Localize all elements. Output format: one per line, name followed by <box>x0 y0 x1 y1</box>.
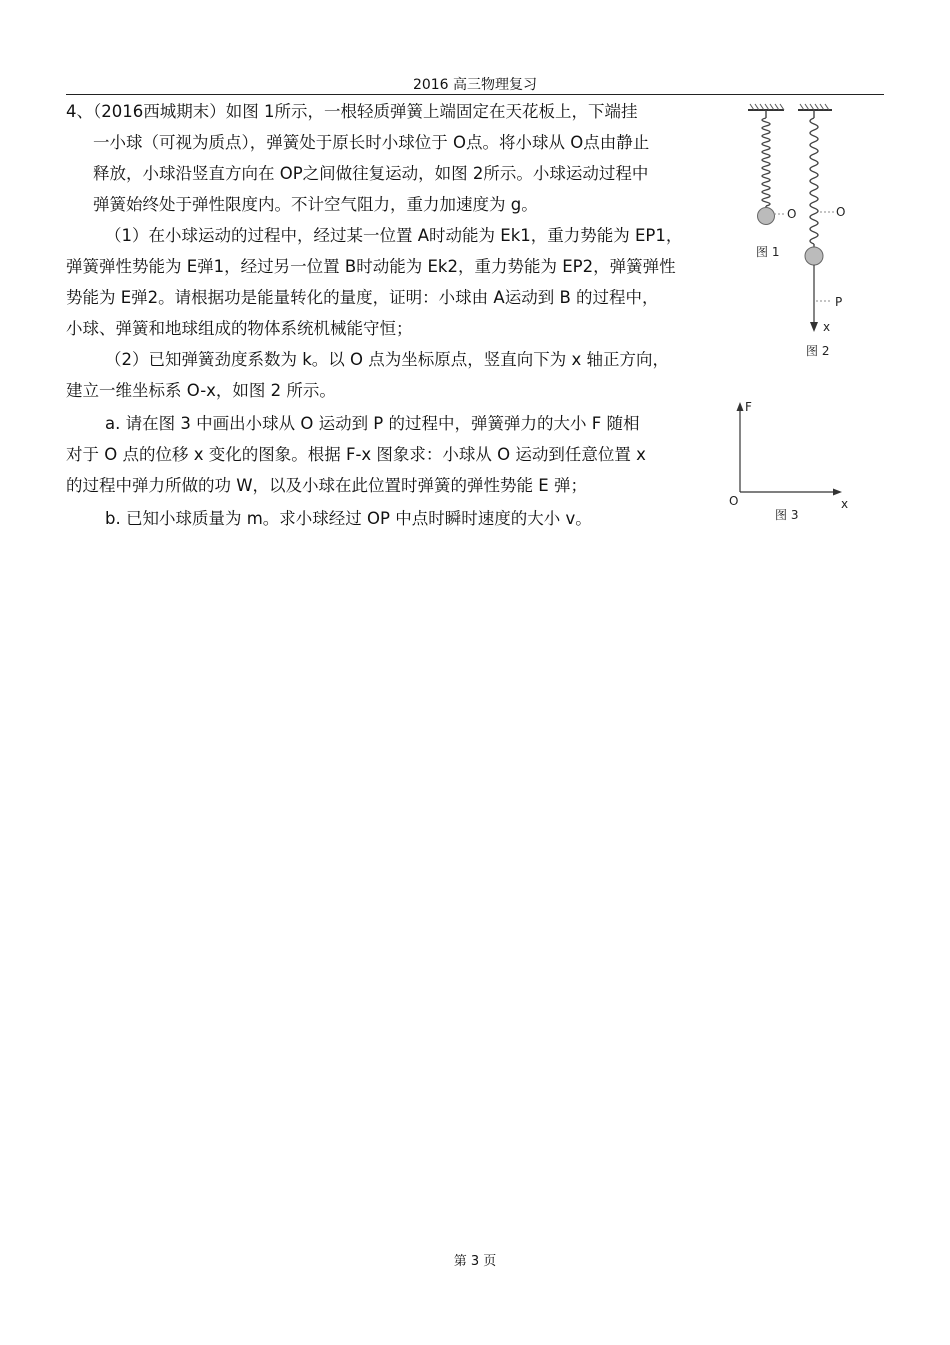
page-header: 2016 高三物理复习 <box>412 77 538 93</box>
problem-line-10: 建立一维坐标系 O-x，如图 2 所示。 <box>66 381 336 400</box>
fig2-ceiling <box>798 104 832 110</box>
problem-line-8: 小球、弹簧和地球组成的物体系统机械能守恒； <box>66 319 413 338</box>
page-footer: 第 3 页 <box>453 1254 497 1269</box>
problem-line-11: a. 请在图 3 中画出小球从 O 运动到 P 的过程中，弹簧弹力的大小 F 随相 <box>105 414 640 433</box>
fig1-ceiling <box>748 104 784 110</box>
header-rule <box>66 94 884 95</box>
fig2-point-p: P <box>835 295 843 309</box>
problem-line-2: 一小球（可视为质点），弹簧处于原长时小球位于 O点。将小球从 O点由静止 <box>93 133 650 152</box>
fig2-point-o: O <box>836 205 846 219</box>
fig3-label-o: O <box>729 494 739 508</box>
problem-line-3: 释放，小球沿竖直方向在 OP之间做往复运动，如图 2所示。小球运动过程中 <box>93 164 649 183</box>
problem-line-13: 的过程中弹力所做的功 W，以及小球在此位置时弹簧的弹性势能 E 弹； <box>66 476 587 495</box>
fig3-f-arrow <box>737 402 744 411</box>
fig1-caption: 图 1 <box>756 245 780 259</box>
problem-line-4: 弹簧始终处于弹性限度内。不计空气阻力，重力加速度为 g。 <box>93 195 538 214</box>
problem-line-14: b. 已知小球质量为 m。求小球经过 OP 中点时瞬时速度的大小 v。 <box>105 509 592 528</box>
fig3-label-f: F <box>745 400 752 414</box>
problem-line-6: 弹簧弹性势能为 E弹1，经过另一位置 B时动能为 Ek2，重力势能为 EP2，弹簧弹性 <box>66 257 676 276</box>
spring-figures <box>740 100 870 370</box>
problem-line-9: （2）已知弹簧劲度系数为 k。以 O 点为坐标原点，竖直向下为 x 轴正方向， <box>105 350 670 369</box>
fig3-x-arrow <box>833 489 842 496</box>
problem-line-5: （1）在小球运动的过程中，经过某一位置 A时动能为 Ek1，重力势能为 EP1， <box>105 226 683 245</box>
fig2-axis-x: x <box>823 320 831 334</box>
fig2-ball <box>805 247 823 265</box>
fig2-x-arrow <box>810 322 818 332</box>
problem-line-7: 势能为 E弹2。请根据功是能量转化的量度，证明：小球由 A运动到 B 的过程中， <box>66 288 659 307</box>
fig3-axes <box>725 398 855 523</box>
problem-line-12: 对于 O 点的位移 x 变化的图象。根据 F-x 图象求：小球从 O 运动到任意位置 x <box>66 445 646 464</box>
fig2-caption: 图 2 <box>806 344 830 358</box>
fig1-point-o: O <box>787 207 797 221</box>
problem-line-1: 4、（2016西城期末）如图 1所示，一根轻质弹簧上端固定在天花板上，下端挂 <box>66 102 638 121</box>
fig1-ball <box>758 208 775 225</box>
fig1-spring <box>762 110 770 208</box>
fig2-spring <box>810 110 818 247</box>
fig3-label-x: x <box>841 497 849 511</box>
fig3-caption: 图 3 <box>775 508 799 522</box>
